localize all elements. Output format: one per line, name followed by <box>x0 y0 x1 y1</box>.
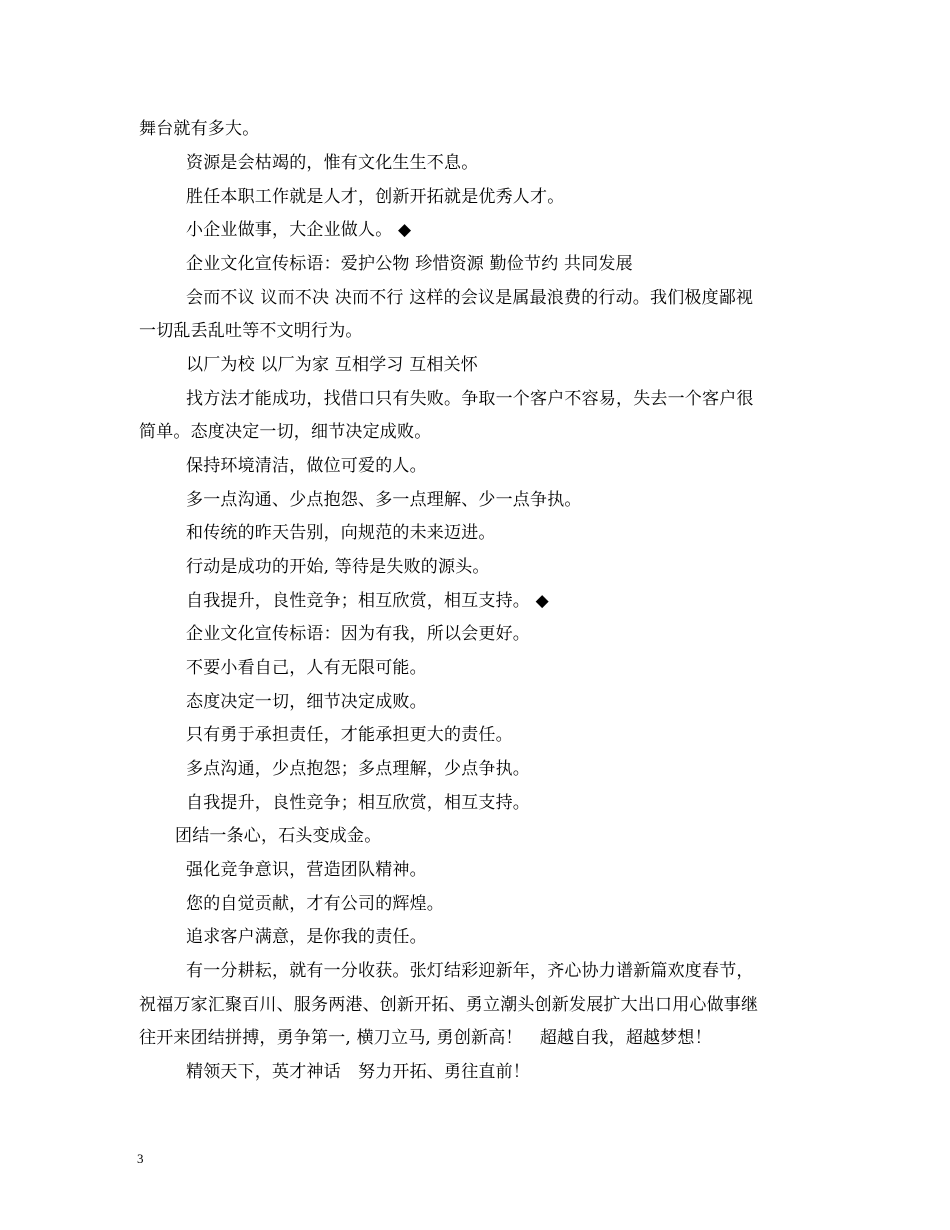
text-line: 资源是会枯竭的，惟有文化生生不息。 <box>186 153 479 173</box>
text-line: 企业文化宣传标语：因为有我，所以会更好。 <box>186 624 530 644</box>
text-line: 一切乱丢乱吐等不文明行为。 <box>139 321 363 341</box>
text-line: 追求客户满意，是你我的责任。 <box>186 927 427 947</box>
text-line: 精领天下，英才神话 努力开拓、勇往直前！ <box>186 1062 530 1082</box>
text-line: 往开来团结拼搏，勇争第一, 横刀立马, 勇创新高！ 超越自我，超越梦想！ <box>139 1028 712 1048</box>
text-line: 会而不议 议而不决 决而不行 这样的会议是属最浪费的行动。我们极度鄙视 <box>186 288 754 308</box>
text-line: 保持环境清洁，做位可爱的人。 <box>186 456 427 476</box>
text-line: 行动是成功的开始, 等待是失败的源头。 <box>186 557 490 577</box>
text-line: 和传统的昨天告别，向规范的未来迈进。 <box>186 523 496 543</box>
page-number: 3 <box>137 1151 144 1166</box>
text-line: 不要小看自己，人有无限可能。 <box>186 658 427 678</box>
text-line: 企业文化宣传标语：爱护公物 珍惜资源 勤俭节约 共同发展 <box>186 254 633 274</box>
text-line: 胜任本职工作就是人才，创新开拓就是优秀人才。 <box>186 187 565 207</box>
text-line: 自我提升，良性竞争；相互欣赏，相互支持。 ◆ <box>186 591 549 611</box>
text-line: 小企业做事，大企业做人。 ◆ <box>186 220 412 240</box>
text-line: 团结一条心，石头变成金。 <box>175 826 382 846</box>
text-line: 祝福万家汇聚百川、服务两港、创新开拓、勇立潮头创新发展扩大出口用心做事继 <box>139 995 759 1015</box>
text-line: 只有勇于承担责任，才能承担更大的责任。 <box>186 725 513 745</box>
text-line: 多一点沟通、少点抱怨、多一点理解、少一点争执。 <box>186 490 582 510</box>
text-line: 简单。态度决定一切，细节决定成败。 <box>139 422 432 442</box>
text-line: 您的自觉贡献，才有公司的辉煌。 <box>186 894 444 914</box>
text-line: 舞台就有多大。 <box>139 119 260 139</box>
text-line: 找方法才能成功，找借口只有失败。争取一个客户不容易，失去一个客户很 <box>186 389 754 409</box>
text-line: 多点沟通，少点抱怨；多点理解，少点争执。 <box>186 759 530 779</box>
text-line: 自我提升，良性竞争；相互欣赏，相互支持。 <box>186 793 530 813</box>
text-line: 以厂为校 以厂为家 互相学习 互相关怀 <box>186 355 479 375</box>
text-line: 有一分耕耘，就有一分收获。张灯结彩迎新年，齐心协力谱新篇欢度春节， <box>186 961 754 981</box>
text-line: 强化竞争意识，营造团队精神。 <box>186 860 427 880</box>
text-line: 态度决定一切，细节决定成败。 <box>186 692 427 712</box>
